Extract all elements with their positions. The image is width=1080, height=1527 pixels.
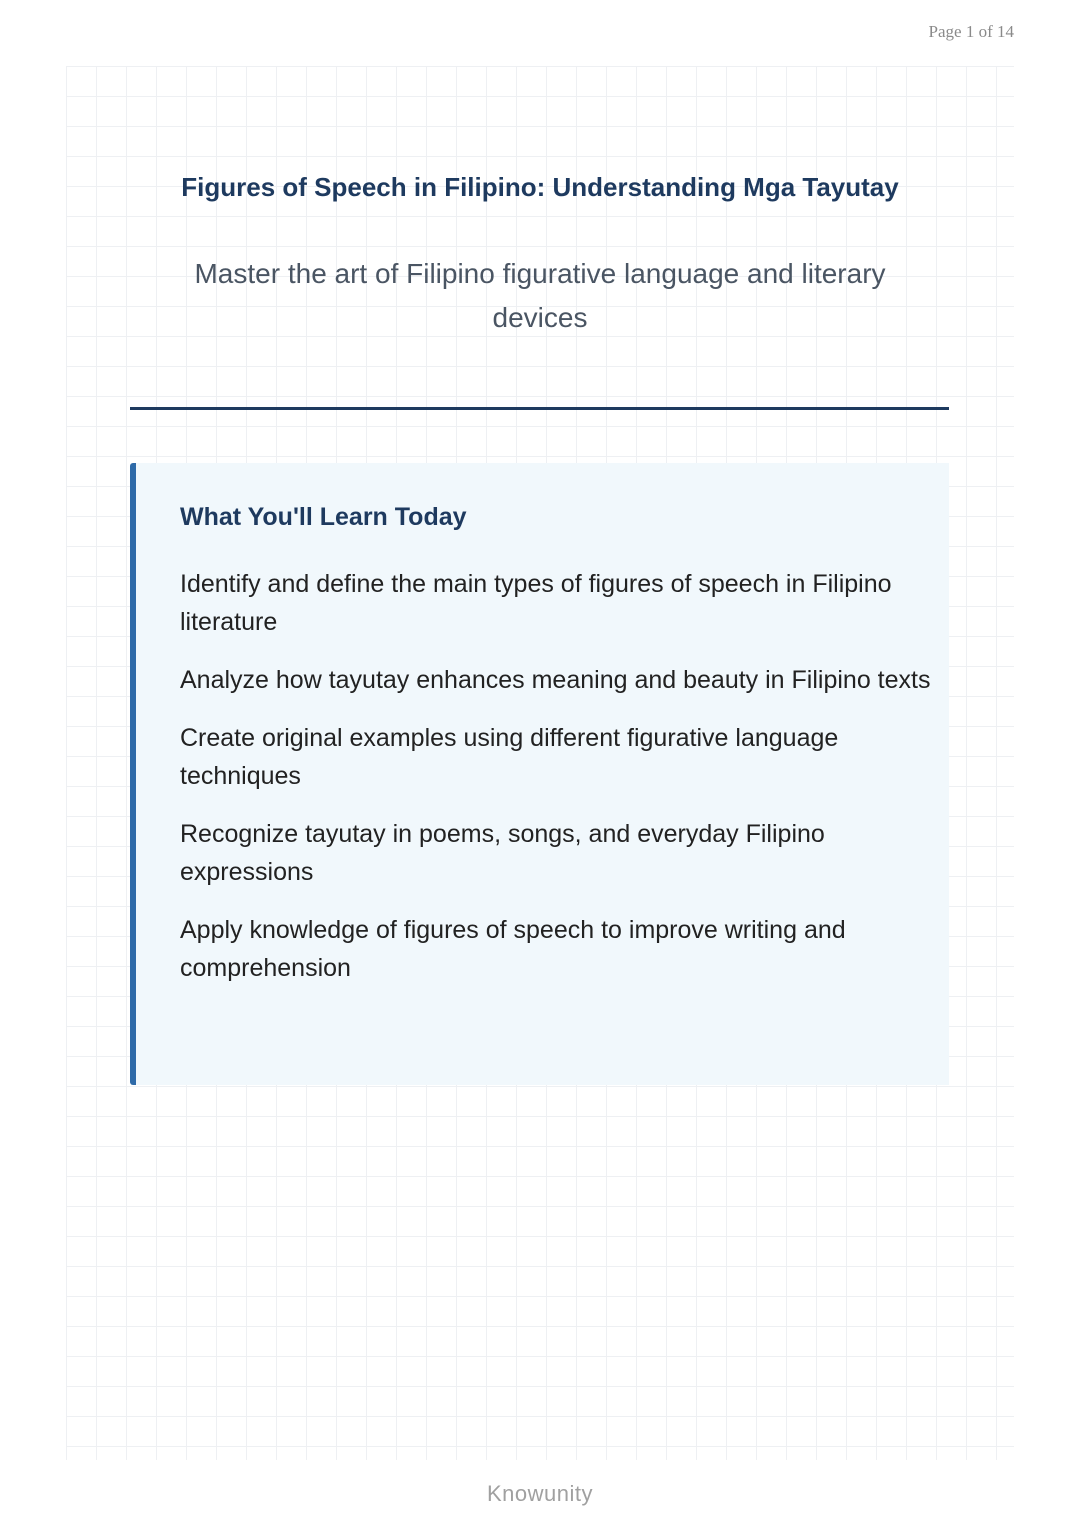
footer-brand: Knowunity bbox=[486, 1481, 593, 1506]
objective-item: Analyze how tayutay enhances meaning and beauty in Filipino texts bbox=[180, 666, 931, 694]
objective-item: Create original examples using different figurative language techniques bbox=[180, 724, 839, 790]
page-subtitle: Master the art of Filipino figurative language and literary devices bbox=[194, 258, 886, 333]
title-divider bbox=[130, 407, 949, 410]
learning-objectives-box bbox=[130, 463, 949, 1085]
objectives-heading: What You'll Learn Today bbox=[180, 503, 467, 531]
objectives-list bbox=[180, 565, 940, 1007]
page-title: Figures of Speech in Filipino: Understanding Mga Tayutay bbox=[181, 172, 899, 202]
page-number: Page 1 of 14 bbox=[928, 22, 1014, 41]
objective-item: Recognize tayutay in poems, songs, and everyday Filipino expressions bbox=[180, 820, 825, 886]
objective-item: Apply knowledge of figures of speech to improve writing and comprehension bbox=[180, 916, 846, 982]
objective-item: Identify and define the main types of figures of speech in Filipino literature bbox=[180, 570, 892, 636]
